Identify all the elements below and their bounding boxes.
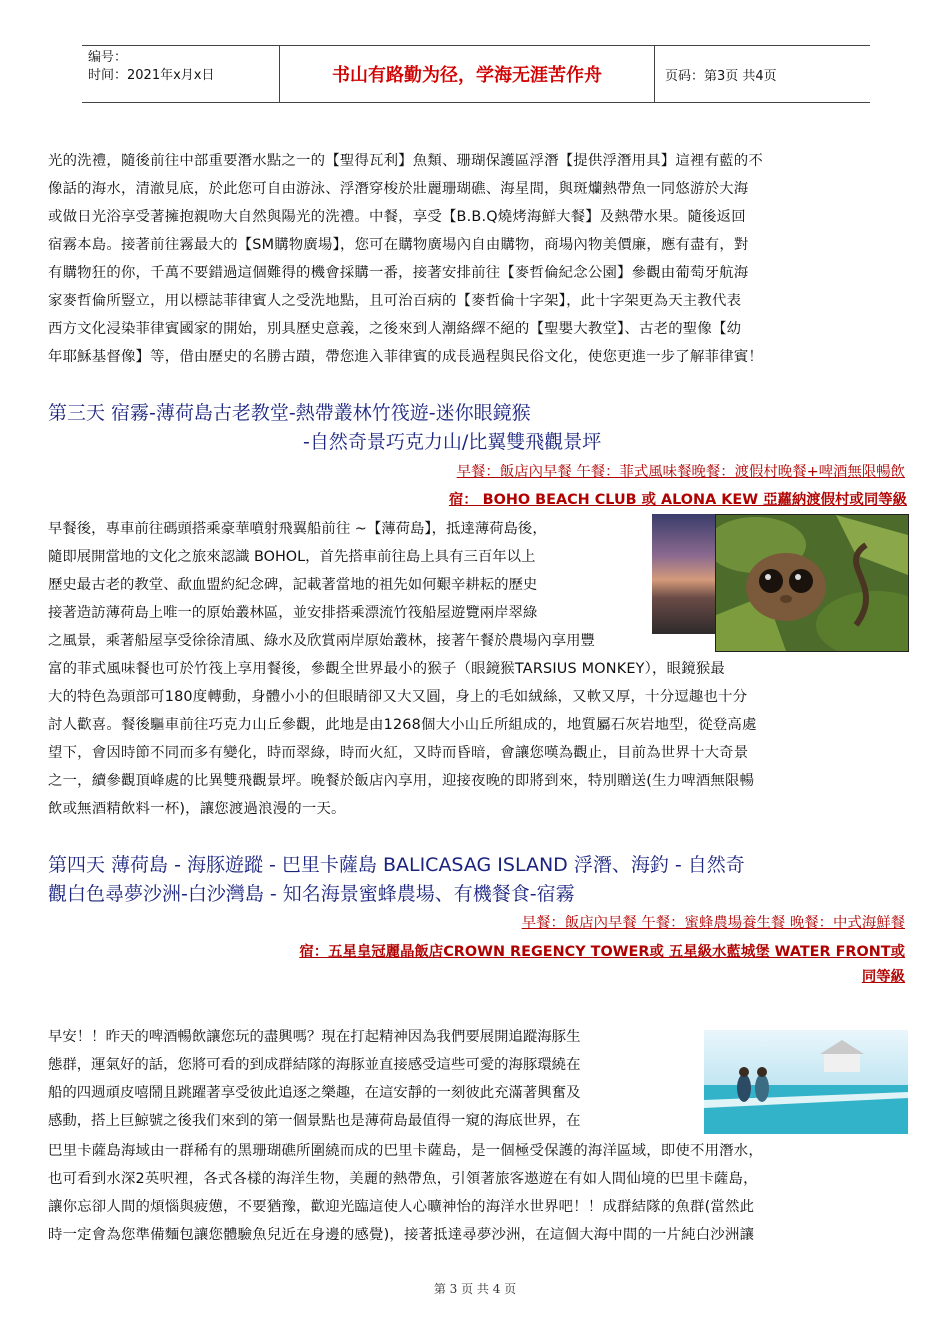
day4-hotel-line2: 同等級 bbox=[861, 969, 905, 985]
beach-pier-photo bbox=[704, 1030, 908, 1134]
text-line: 也可看到水深2英呎裡，各式各樣的海洋生物，美麗的熱帶魚，引領著旅客遨遊在有如人間仙境的巴里卡薩島， bbox=[48, 1171, 758, 1187]
day3-title-line2: -自然奇景巧克力山/比翼雙飛觀景坪 bbox=[303, 431, 602, 453]
day3-wrap-line: 歷史最古老的教堂、歃血盟約紀念碑，記載著當地的祖先如何艱辛耕耘的歷史 bbox=[48, 577, 538, 593]
text-line: 有購物狂的你，千萬不要錯過這個難得的機會採購一番，接著安排前往【麥哲倫紀念公園】參觀由葡萄牙航海 bbox=[48, 265, 749, 281]
tarsier-photo bbox=[715, 514, 909, 652]
text-line: 之一，續參觀頂峰處的比異雙飛觀景坪。晚餐於飯店內享用，迎接夜晚的即將到來，特別贈送(生力啤酒無限暢 bbox=[48, 773, 755, 789]
day4-title-line2: 觀白色尋夢沙洲-白沙灣島 - 知名海景蜜蜂農場、有機餐食-宿霧 bbox=[48, 883, 575, 905]
text-line: 巴里卡薩島海域由一群稀有的黑珊瑚礁所圍繞而成的巴里卡薩島，是一個極受保護的海洋區域，即使不用潛水， bbox=[48, 1143, 763, 1159]
tarsier-illustration bbox=[716, 515, 908, 651]
text-line: 家麥哲倫所豎立，用以標誌菲律賓人之受洗地點，且可治百病的【麥哲倫十字架】，此十字架更為天主教代表 bbox=[48, 293, 742, 309]
text-line: 飲或無酒精飲料一杯)，讓您渡過浪漫的一天。 bbox=[48, 801, 346, 817]
day3-wrap-line: 接著造訪薄荷島上唯一的原始叢林區，並安排搭乘漂流竹筏船屋遊覽兩岸翠綠 bbox=[48, 605, 538, 621]
day4-title-line1: 第四天 薄荷島 - 海豚遊蹤 - 巴里卡薩島 BALICASAG ISLAND 浮潛、海釣 - 自然奇 bbox=[48, 854, 745, 876]
time-label: 时间：2021年x月x日 bbox=[88, 68, 215, 83]
text-line: 討人歡喜。餐後驅車前往巧克力山丘參觀，此地是由1268個大小山丘所組成的，地質屬石灰岩地型，從登高處 bbox=[48, 717, 757, 733]
text-line: 像話的海水，清澈見底，於此您可自由游泳、浮潛穿梭於壯麗珊瑚礁、海星間，與斑爤熱帶魚一同悠游於大海 bbox=[48, 181, 749, 197]
text-line: 讓你忘卻人間的煩惱與疲憊，不要猶豫，歡迎光臨這使人心曠神怡的海洋水世界吧！！成群結隊的魚群(當然此 bbox=[48, 1199, 755, 1215]
header-motto: 书山有路勤为径，学海无涯苦作舟 bbox=[280, 46, 655, 102]
text-line: 富的菲式風味餐也可於竹筏上享用餐後，參觀全世界最小的猴子（眼鏡猴TARSIUS MONKEY），眼鏡猴最 bbox=[48, 661, 726, 677]
header-page-label: 页码：第3页 共4页 bbox=[665, 68, 777, 84]
day4-hotel-line1: 宿：五星皇冠麗晶飯店CROWN REGENCY TOWER或 五星級水藍城堡 WATER FRONT或 bbox=[299, 944, 905, 960]
day4-paragraph bbox=[48, 1137, 908, 1249]
text-line: 年耶穌基督像】等，借由歷史的名勝古蹟，帶您進入菲律賓的成長過程與民俗文化，使您更進一步了解菲律賓！ bbox=[48, 349, 763, 365]
day4-hotel bbox=[299, 940, 905, 990]
day4-title bbox=[48, 851, 908, 909]
header-meta bbox=[82, 46, 280, 102]
day4-wrap-line: 態群，運氣好的話，您將可看的到成群結隊的海豚並直接感受這些可愛的海豚環繞在 bbox=[48, 1057, 581, 1073]
day3-wrap-line: 早餐後，專車前往碼頭搭乘豪華噴射飛翼船前往 ~【薄荷島】，抵達薄荷島後， bbox=[48, 521, 547, 537]
text-line: 宿霧本島。接著前往霧最大的【SM購物廣場】，您可在購物廣場內自由購物，商場內物美價廉，應有盡有，對 bbox=[48, 237, 749, 253]
day4-meals: 早餐：飯店內早餐 午餐：蜜蜂農場養生餐 晚餐：中式海鮮餐 bbox=[521, 915, 905, 931]
day3-paragraph bbox=[48, 655, 908, 823]
beach-pier-illustration bbox=[704, 1030, 908, 1134]
text-line: 或做日光浴享受著擁抱親吻大自然與陽光的洗禮。中餐，享受【B.B.Q燒烤海鮮大餐】及熱帶水果。隨後返回 bbox=[48, 209, 746, 225]
day4-wrap-line: 早安！！昨天的啤酒暢飲讓您玩的盡興嗎？現在打起精神因為我們要展開追蹤海豚生 bbox=[48, 1029, 581, 1045]
day3-wrap-line: 隨即展開當地的文化之旅來認識 BOHOL，首先搭車前往島上具有三百年以上 bbox=[48, 549, 536, 565]
text-line: 西方文化浸染菲律賓國家的開始，別具歷史意義，之後來到人潮絡繹不絕的【聖嬰大教堂】、古老的聖像【幼 bbox=[48, 321, 742, 337]
page-footer: 第 3 页 共 4 页 bbox=[433, 1282, 517, 1296]
day3-wrap-line: 之風景，乘著船屋享受徐徐清風、綠水及欣賞兩岸原始叢林，接著午餐於農場內享用豐 bbox=[48, 633, 595, 649]
day3-title bbox=[48, 399, 908, 457]
text-line: 大的特色為頭部可180度轉動，身體小小的但眼睛卻又大又圓，身上的毛如絨絲，又軟又厚，十分逗趣也十分 bbox=[48, 689, 748, 705]
day3-title-line1: 第三天 宿霧-薄荷島古老教堂-熱帶叢林竹筏遊-迷你眼鏡猴 bbox=[48, 402, 531, 424]
intro-paragraph bbox=[48, 147, 908, 371]
text-line: 望下，會因時節不同而多有變化，時而翠綠，時而火紅，又時而昏暗，會讓您嘆為觀止，目前為世界十大奇景 bbox=[48, 745, 749, 761]
day3-meals: 早餐：飯店內早餐 午餐：菲式風味餐晚餐：渡假村晚餐+啤酒無限暢飲 bbox=[456, 464, 905, 480]
text-line: 光的洗禮，隨後前往中部重要潛水點之一的【聖得瓦利】魚類、珊瑚保護區浮潛【提供浮潛用具】這裡有藍的不 bbox=[48, 153, 763, 169]
serial-label: 编号： bbox=[88, 50, 128, 65]
text-line: 時一定會為您準備麵包讓您體驗魚兒近在身邊的感覺)，接著抵達尋夢沙洲，在這個大海中間的一片純白沙洲讓 bbox=[48, 1227, 755, 1243]
day4-wrap-line: 船的四週頑皮嘻鬧且跳躍著享受彼此追逐之樂趣，在這安靜的一刻彼此充滿著興奮及 bbox=[48, 1085, 581, 1101]
page-header bbox=[82, 45, 870, 103]
day3-hotel: 宿： BOHO BEACH CLUB 或 ALONA KEW 亞蘿納渡假村或同等級 bbox=[448, 492, 907, 508]
day4-wrap-line: 感動，搭上巨鯨號之後我们來到的第一個景點也是薄荷島最值得一窺的海底世界，在 bbox=[48, 1113, 581, 1129]
